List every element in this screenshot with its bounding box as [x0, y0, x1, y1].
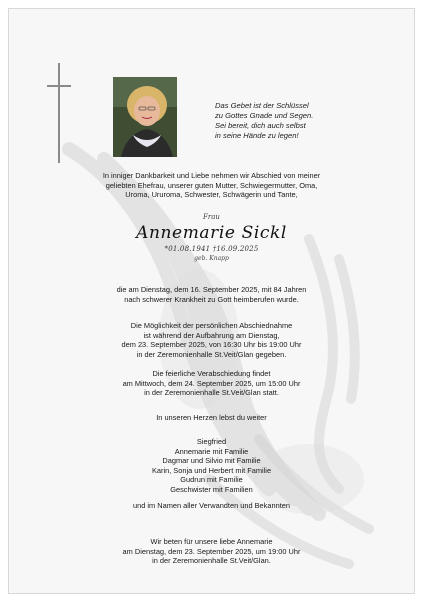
quote-line: zu Gottes Gnade und Segen. — [215, 111, 314, 120]
portrait-photo — [113, 77, 177, 157]
birth-name: geb. Knapp — [194, 255, 229, 262]
prayer-line: Wir beten für unsere liebe Annemarie — [150, 537, 273, 546]
mourner: Gudrun mit Familie — [180, 475, 243, 485]
death-note-line: die am Dienstag, dem 16. September 2025, mit 84 Jahren — [116, 285, 307, 294]
life-dates: *01.08.1941 †16.09.2025 — [164, 245, 259, 253]
cross-icon — [47, 63, 71, 163]
mourners-list — [9, 437, 414, 495]
prayer-line: am Dienstag, dem 23. September 2025, um 19:00 Uhr — [122, 546, 301, 556]
viewing-line: Die Möglichkeit der persönlichen Abschiednahme — [130, 321, 293, 330]
quote-block — [215, 101, 395, 141]
prayer-line: in der Zeremonienhalle St.Veit/Glan. — [152, 556, 271, 566]
viewing-line: in der Zeremonienhalle St.Veit/Glan gegeben. — [136, 349, 287, 359]
farewell-info — [9, 369, 414, 398]
death-note — [9, 285, 414, 304]
viewing-line: dem 23. September 2025, von 16:30 Uhr bis 19:00 Uhr — [121, 340, 302, 350]
intro-line: Uroma, Ururoma, Schwester, Schwägerin und Tante, — [125, 190, 298, 200]
farewell-line: Die feierliche Verabschiedung findet — [152, 369, 271, 378]
viewing-info — [9, 321, 414, 359]
mourner: Siegfried — [196, 437, 227, 446]
quote-line: Das Gebet ist der Schlüssel — [215, 101, 309, 110]
deceased-name: Annemarie Sickl — [136, 223, 287, 243]
intro-line: geliebten Ehefrau, unserer guten Mutter, Schwiegermutter, Oma, — [105, 180, 318, 190]
others-line: und im Namen aller Verwandten und Bekannten — [133, 501, 290, 510]
quote-line: Sei bereit, dich auch selbst — [215, 121, 306, 130]
farewell-line: am Mittwoch, dem 24. September 2025, um 15:00 Uhr — [122, 378, 301, 388]
farewell-line: in der Zeremonienhalle St.Veit/Glan statt. — [144, 388, 279, 398]
mourner: Annemarie mit Familie — [174, 446, 249, 456]
mourner: Karin, Sonja und Herbert mit Familie — [151, 465, 272, 475]
quote-line: in seine Hände zu legen! — [215, 131, 299, 140]
heart-line: In unseren Herzen lebst du weiter — [156, 413, 267, 422]
mourner: Dagmar und Silvio mit Familie — [162, 456, 261, 466]
honorific: Frau — [203, 213, 220, 221]
death-note-line: nach schwerer Krankheit zu Gott heimberufen wurde. — [124, 294, 299, 304]
obituary-card — [8, 8, 415, 594]
viewing-line: ist während der Aufbahrung am Dienstag, — [143, 330, 280, 340]
intro-text — [9, 171, 414, 200]
mourner: Geschwister mit Familien — [170, 484, 253, 494]
intro-line: In inniger Dankbarkeit und Liebe nehmen wir Abschied von meiner — [102, 171, 321, 180]
prayer-info — [9, 537, 414, 566]
